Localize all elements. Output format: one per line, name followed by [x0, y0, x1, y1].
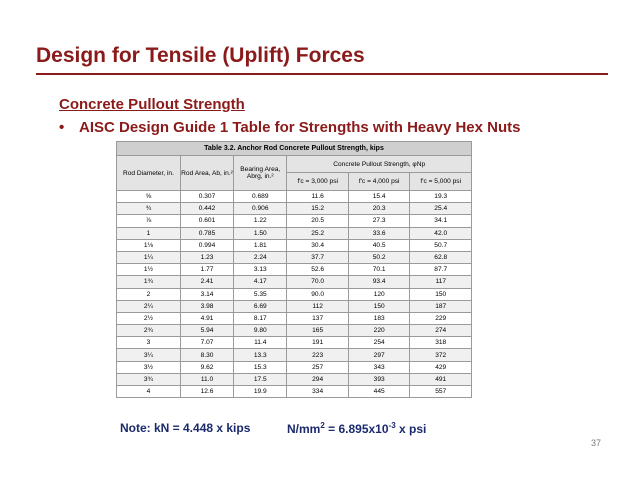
- table-row: [117, 312, 472, 324]
- table-cell: 187: [410, 300, 472, 312]
- table-cell: 343: [348, 361, 410, 373]
- table-cell: ⅝: [117, 191, 181, 203]
- table-cell: 1.50: [234, 227, 287, 239]
- table-cell: 223: [287, 349, 349, 361]
- table-row: [117, 239, 472, 251]
- table-cell: 191: [287, 337, 349, 349]
- table-cell: 294: [287, 373, 349, 385]
- header-rod-area: Rod Area, Ab, in.²: [180, 156, 233, 191]
- note-stress-conversion: [287, 421, 426, 436]
- header-pullout-group: Concrete Pullout Strength, φNp: [287, 156, 472, 173]
- table-cell: 5.35: [234, 288, 287, 300]
- table-cell: 0.689: [234, 191, 287, 203]
- table-row: [117, 264, 472, 276]
- note-kn-conversion: Note: kN = 4.448 x kips: [120, 421, 251, 435]
- table-cell: 3.13: [234, 264, 287, 276]
- table-cell: 42.0: [410, 227, 472, 239]
- table-cell: 2¾: [117, 325, 181, 337]
- table-cell: 52.6: [287, 264, 349, 276]
- table-cell: 0.307: [180, 191, 233, 203]
- table-cell: 70.0: [287, 276, 349, 288]
- table-row: [117, 349, 472, 361]
- title-underline-rule: [36, 73, 608, 75]
- table-cell: 334: [287, 386, 349, 398]
- bullet-item: [59, 119, 520, 136]
- table-cell: 120: [348, 288, 410, 300]
- table-cell: 257: [287, 361, 349, 373]
- table-cell: 1.22: [234, 215, 287, 227]
- table-cell: 17.5: [234, 373, 287, 385]
- table-cell: 112: [287, 300, 349, 312]
- bullet-text: AISC Design Guide 1 Table for Strengths with Heavy Hex Nuts: [79, 119, 521, 136]
- table-cell: 254: [348, 337, 410, 349]
- bullet-marker: •: [59, 119, 65, 136]
- table-cell: 9.80: [234, 325, 287, 337]
- table-cell: 3.98: [180, 300, 233, 312]
- table-cell: 557: [410, 386, 472, 398]
- header-fc-5000: f'c = 5,000 psi: [410, 173, 472, 191]
- table-cell: 50.7: [410, 239, 472, 251]
- table-cell: 220: [348, 325, 410, 337]
- table-cell: 15.3: [234, 361, 287, 373]
- table-cell: 0.442: [180, 203, 233, 215]
- table-row: [117, 288, 472, 300]
- header-rod-diameter: Rod Diameter, in.: [117, 156, 181, 191]
- table-cell: 2½: [117, 312, 181, 324]
- table-cell: 87.7: [410, 264, 472, 276]
- table-cell: 20.5: [287, 215, 349, 227]
- table-cell: 1⅛: [117, 239, 181, 251]
- subheading: Concrete Pullout Strength: [59, 96, 245, 113]
- table-cell: 15.2: [287, 203, 349, 215]
- pullout-strength-table: [116, 141, 472, 415]
- table-cell: 5.94: [180, 325, 233, 337]
- table-cell: 8.30: [180, 349, 233, 361]
- header-fc-4000: f'c = 4,000 psi: [348, 173, 410, 191]
- table-row: [117, 227, 472, 239]
- note-stress-sup1: 2: [320, 421, 325, 430]
- table-cell: 1.23: [180, 251, 233, 263]
- table-cell: 62.8: [410, 251, 472, 263]
- table-cell: 11.4: [234, 337, 287, 349]
- table-cell: 0.785: [180, 227, 233, 239]
- table-row: [117, 361, 472, 373]
- table-cell: 429: [410, 361, 472, 373]
- table-cell: 11.0: [180, 373, 233, 385]
- table-cell: 3½: [117, 361, 181, 373]
- slide-title: Design for Tensile (Uplift) Forces: [36, 44, 365, 67]
- table-cell: 15.4: [348, 191, 410, 203]
- table-row: [117, 386, 472, 398]
- table-cell: 229: [410, 312, 472, 324]
- table-cell: 150: [410, 288, 472, 300]
- table-cell: 0.906: [234, 203, 287, 215]
- table-cell: 1: [117, 227, 181, 239]
- table-cell: 3¼: [117, 349, 181, 361]
- table-cell: 117: [410, 276, 472, 288]
- note-stress-prefix: N/mm: [287, 422, 321, 436]
- table-cell: 2.24: [234, 251, 287, 263]
- table-cell: 1¼: [117, 251, 181, 263]
- table-body: [117, 191, 472, 398]
- table-cell: 34.1: [410, 215, 472, 227]
- table-cell: 2: [117, 288, 181, 300]
- note-stress-mid: = 6.895x10: [324, 422, 389, 436]
- table-cell: 8.17: [234, 312, 287, 324]
- table-cell: 274: [410, 325, 472, 337]
- table-cell: 19.3: [410, 191, 472, 203]
- table-cell: 2¼: [117, 300, 181, 312]
- table-cell: 3: [117, 337, 181, 349]
- table-cell: 150: [348, 300, 410, 312]
- table-row: [117, 337, 472, 349]
- table-cell: 0.994: [180, 239, 233, 251]
- table-cell: 1½: [117, 264, 181, 276]
- table-cell: 0.601: [180, 215, 233, 227]
- table-cell: 165: [287, 325, 349, 337]
- table-row: [117, 325, 472, 337]
- table-cell: 183: [348, 312, 410, 324]
- table-cell: 30.4: [287, 239, 349, 251]
- table-cell: 13.3: [234, 349, 287, 361]
- table-caption: Table 3.2. Anchor Rod Concrete Pullout Strength, kips: [117, 142, 472, 156]
- table-row: [117, 300, 472, 312]
- table-row: [117, 215, 472, 227]
- table-cell: 11.6: [287, 191, 349, 203]
- table-cell: 25.2: [287, 227, 349, 239]
- table-cell: 25.4: [410, 203, 472, 215]
- table-cell: 3.14: [180, 288, 233, 300]
- header-fc-3000: f'c = 3,000 psi: [287, 173, 349, 191]
- table-cell: 33.6: [348, 227, 410, 239]
- table-row: [117, 251, 472, 263]
- table-cell: 4.17: [234, 276, 287, 288]
- table-cell: 1.77: [180, 264, 233, 276]
- table-row: [117, 203, 472, 215]
- table-cell: 297: [348, 349, 410, 361]
- table-cell: 37.7: [287, 251, 349, 263]
- note-stress-sup2: -3: [388, 421, 396, 430]
- table-cell: 1¾: [117, 276, 181, 288]
- table-cell: 4.91: [180, 312, 233, 324]
- table-cell: 1.81: [234, 239, 287, 251]
- note-stress-suffix: x psi: [395, 422, 427, 436]
- table-cell: ⅞: [117, 215, 181, 227]
- table-cell: 27.3: [348, 215, 410, 227]
- table-cell: 93.4: [348, 276, 410, 288]
- table-cell: 372: [410, 349, 472, 361]
- table-cell: 318: [410, 337, 472, 349]
- table-cell: 393: [348, 373, 410, 385]
- table-cell: 137: [287, 312, 349, 324]
- table-cell: 20.3: [348, 203, 410, 215]
- table-cell: 70.1: [348, 264, 410, 276]
- table-cell: 50.2: [348, 251, 410, 263]
- table-cell: 12.6: [180, 386, 233, 398]
- table-cell: 6.69: [234, 300, 287, 312]
- table-cell: 7.07: [180, 337, 233, 349]
- table-cell: ¾: [117, 203, 181, 215]
- table-cell: 9.62: [180, 361, 233, 373]
- table-cell: 491: [410, 373, 472, 385]
- table-row: [117, 373, 472, 385]
- table-cell: 4: [117, 386, 181, 398]
- table-row: [117, 276, 472, 288]
- header-bearing-area: Bearing Area, Abrg, in.²: [234, 156, 287, 191]
- table-cell: 19.9: [234, 386, 287, 398]
- page-number: 37: [591, 438, 602, 448]
- table-cell: 40.5: [348, 239, 410, 251]
- table-cell: 445: [348, 386, 410, 398]
- table-cell: 2.41: [180, 276, 233, 288]
- table-row: [117, 191, 472, 203]
- table-cell: 3¾: [117, 373, 181, 385]
- table-cell: 90.0: [287, 288, 349, 300]
